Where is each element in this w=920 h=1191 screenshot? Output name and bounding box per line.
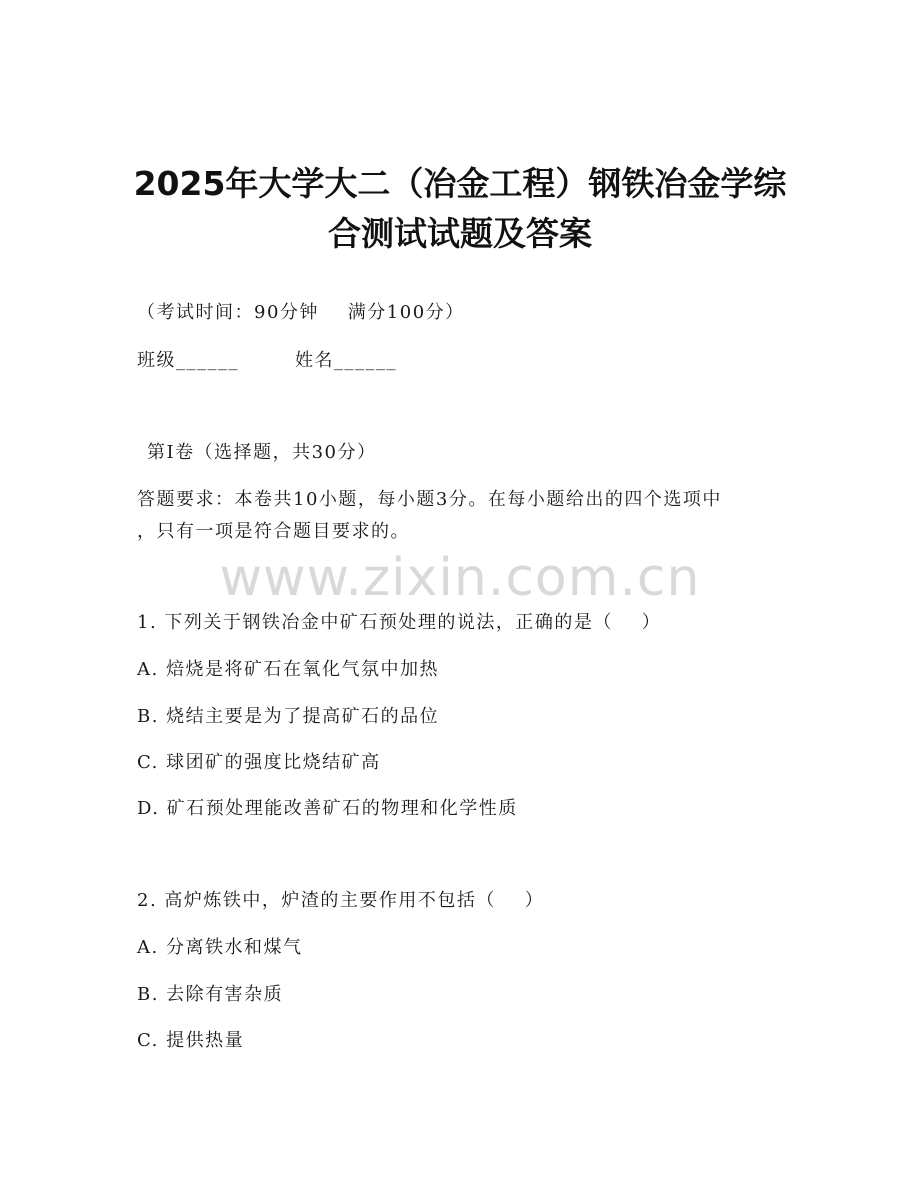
instructions-line-2: ，只有一项是符合题目要求的。 xyxy=(137,521,410,542)
name-field-label: 姓名______ xyxy=(295,350,397,371)
exam-info: （考试时间：90分钟 满分100分） xyxy=(137,302,465,323)
question-option: C. 提供热量 xyxy=(137,1030,245,1051)
question-stem: 2. 高炉炼铁中，炉渣的主要作用不包括（ ） xyxy=(137,890,545,911)
watermark: www.zixin.com.cn xyxy=(219,548,701,608)
question-option: A. 焙烧是将矿石在氧化气氛中加热 xyxy=(137,659,439,680)
question-stem: 1. 下列关于钢铁冶金中矿石预处理的说法，正确的是（ ） xyxy=(137,612,662,633)
question-option: B. 烧结主要是为了提高矿石的品位 xyxy=(137,706,440,727)
class-field-label: 班级______ xyxy=(137,350,239,371)
instructions-line-1: 答题要求：本卷共10小题，每小题3分。在每小题给出的四个选项中 xyxy=(137,489,722,510)
question-option: D. 矿石预处理能改善矿石的物理和化学性质 xyxy=(137,798,518,819)
question-option: C. 球团矿的强度比烧结矿高 xyxy=(137,752,381,773)
question-option: B. 去除有害杂质 xyxy=(137,984,284,1005)
section-header: 第Ⅰ卷（选择题，共30分） xyxy=(147,442,377,463)
question-option: A. 分离铁水和煤气 xyxy=(137,937,303,958)
document-title-line-2: 合测试试题及答案 xyxy=(328,214,592,253)
document-title-line-1: 2025年大学大二（冶金工程）钢铁冶金学综 xyxy=(133,164,787,203)
